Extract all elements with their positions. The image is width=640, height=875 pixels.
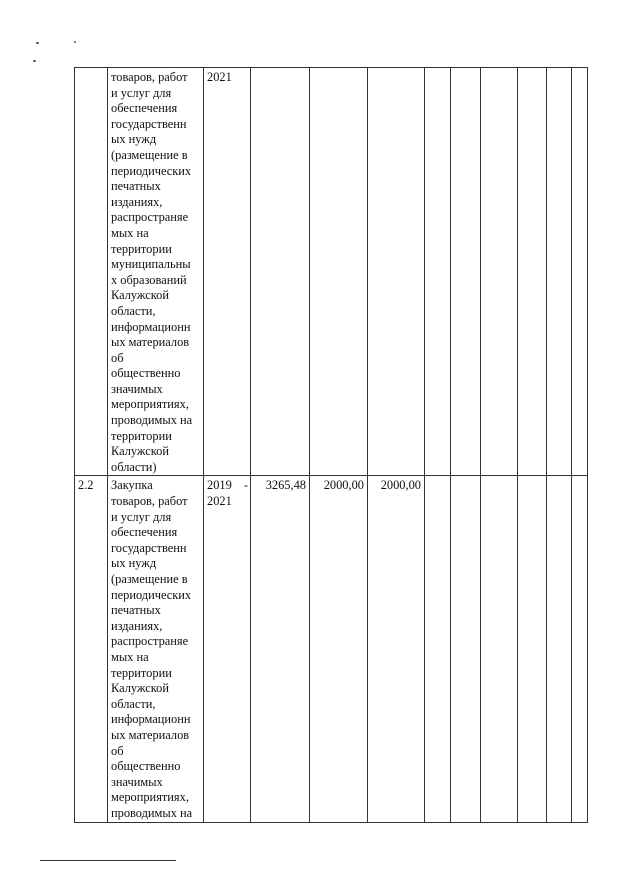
empty-cell xyxy=(451,476,481,822)
empty-cell xyxy=(518,68,547,476)
period-cell xyxy=(204,476,251,822)
row-number-cell xyxy=(75,68,108,476)
activity-name-cell: товаров, работ и услуг для обеспечения государственн ых нужд (размещение в периодических печатных изданиях, распространяе мых на территории муниципальны х образований Калужской области, информационн ых материалов об общественно значимых мероприятиях, проводимых на территории Калужской области) xyxy=(108,68,204,476)
activity-name-cell: Закупка товаров, работ и услуг для обеспечения государственн ых нужд (размещение в периодических печатных изданиях, распространяе мых на территории Калужской области, информационн ых материалов об общественно значимых мероприятиях, проводимых на xyxy=(108,476,204,822)
total-amount-cell xyxy=(251,68,310,476)
empty-cell xyxy=(547,68,572,476)
table-row xyxy=(75,68,588,476)
scan-speck xyxy=(33,60,36,62)
amount-2020-cell xyxy=(368,68,425,476)
amount-2020-cell: 2000,00 xyxy=(368,476,425,822)
period-dash: - xyxy=(243,478,248,493)
period-start: 2019 xyxy=(207,478,232,493)
empty-cell xyxy=(572,68,588,476)
empty-cell xyxy=(425,68,451,476)
amount-2019-cell: 2000,00 xyxy=(310,476,368,822)
empty-cell xyxy=(425,476,451,822)
table-row xyxy=(75,476,588,822)
empty-cell xyxy=(481,476,518,822)
empty-cell xyxy=(572,476,588,822)
amount-2019-cell xyxy=(310,68,368,476)
empty-cell xyxy=(451,68,481,476)
period-start: 2021 xyxy=(207,70,232,84)
program-activities-table xyxy=(74,67,588,823)
empty-cell xyxy=(481,68,518,476)
scan-speck xyxy=(74,41,76,43)
total-amount-cell: 3265,48 xyxy=(251,476,310,822)
empty-cell xyxy=(547,476,572,822)
period-cell xyxy=(204,68,251,476)
footnote-separator-line xyxy=(40,860,176,861)
row-number-cell: 2.2 xyxy=(75,476,108,822)
empty-cell xyxy=(518,476,547,822)
period-end: 2021 xyxy=(207,494,232,509)
scan-speck xyxy=(36,42,39,44)
